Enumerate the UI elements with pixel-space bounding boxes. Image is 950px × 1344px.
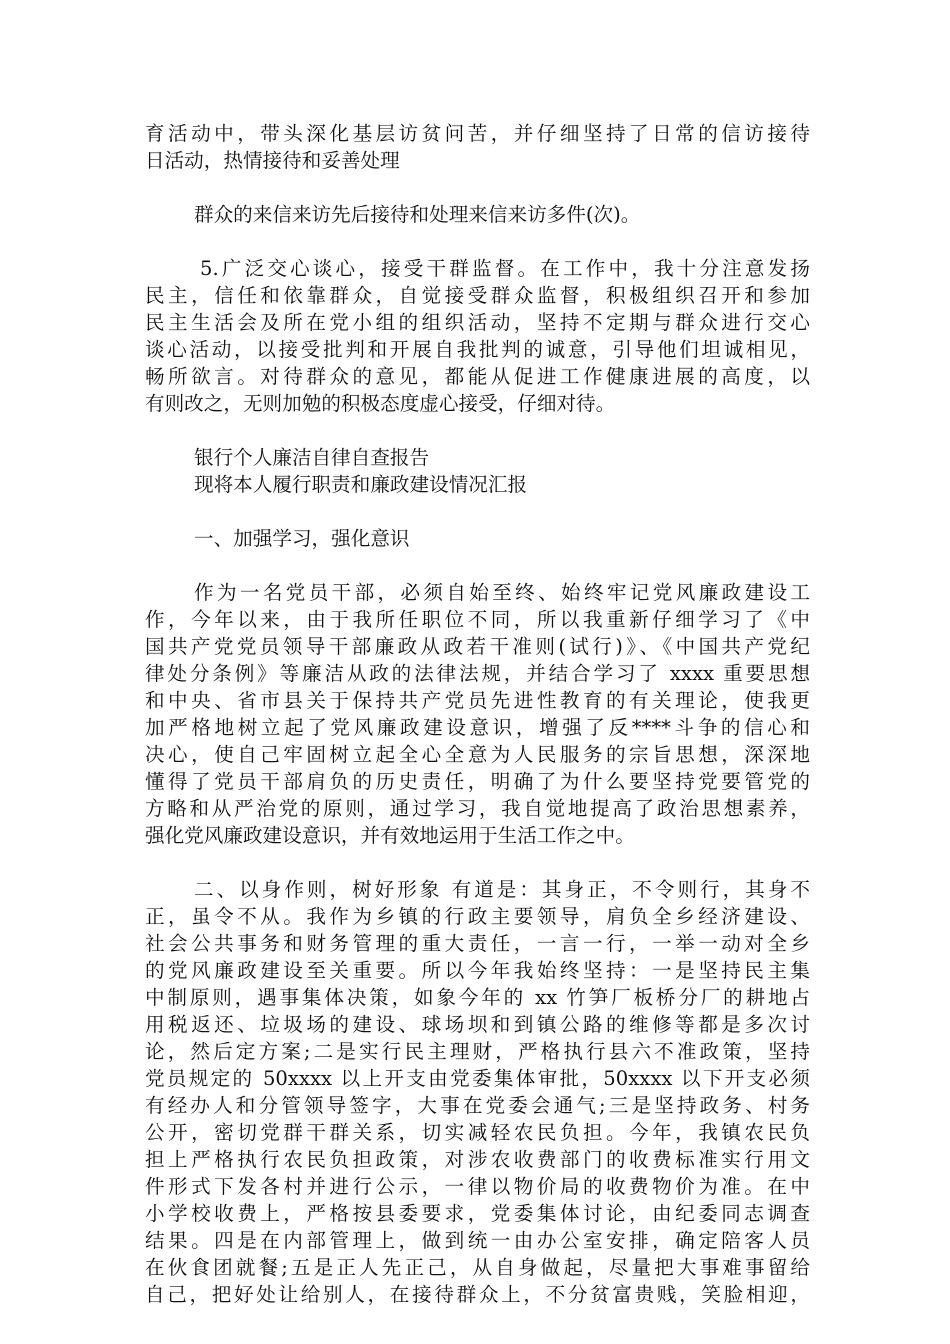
text-line: 正，虽令不从。我作为乡镇的行政主要领导，肩负全乡经济建设、 (145, 905, 810, 928)
paragraph-continued (145, 120, 810, 174)
text-line: 律处分条例》等廉洁从政的法律法规，并结合学习了 xxxx 重要思想 (145, 662, 810, 685)
text-line: 群众的来信来访先后接待和处理来信来访多件(次)。 (194, 203, 641, 226)
text-line: 论，然后定方案;二是实行民主理财，严格执行县六不准政策，坚持 (145, 1040, 810, 1063)
text-line: 社会公共事务和财务管理的重大责任，一言一行，一举一动对全乡 (145, 932, 810, 955)
report-subtitle-line: 现将本人履行职责和廉政建设情况汇报 (194, 473, 528, 496)
paragraph-visits (145, 201, 810, 228)
text-line: 的党风廉政建设至关重要。所以今年我始终坚持：一是坚持民主集 (145, 959, 810, 982)
section-heading: 一、加强学习，强化意识 (194, 527, 410, 550)
text-line: 和中央、省市县关于保持共产党员先进性教育的有关理论，使我更 (145, 689, 810, 712)
text-line: 民主生活会及所在党小组的组织活动，坚持不定期与群众进行交心 (145, 311, 810, 334)
text-line: 作，今年以来，由于我所任职位不同，所以我重新仔细学习了《中 (145, 608, 810, 631)
report-title-line: 银行个人廉洁自律自查报告 (194, 446, 430, 469)
document-page (145, 120, 810, 1308)
text-line: 结果。四是在内部管理上，做到统一由办公室安排，确定陪客人员 (145, 1229, 810, 1252)
text-line: 作为一名党员干部，必须自始至终、始终牢记党风廉政建设工 (194, 581, 810, 604)
text-line: 决心，使自己牢固树立起全心全意为人民服务的宗旨思想，深深地 (145, 743, 810, 766)
text-line: 件形式下发各村并进行公示，一律以物价局的收费物价为准。在中 (145, 1175, 810, 1198)
paragraph-item-5 (145, 255, 810, 417)
text-line: 担上严格执行农民负担政策，对涉农收费部门的收费标准实行用文 (145, 1148, 810, 1171)
text-line: 国共产党党员领导干部廉政从政若干准则(试行)》、《中国共产党纪 (145, 635, 810, 658)
text-line: 自己，把好处让给别人，在接待群众上，不分贫富贵贱，笑脸相迎， (145, 1283, 810, 1306)
text-line: 公开，密切党群干群关系，切实减轻农民负担。今年，我镇农民负 (145, 1121, 810, 1144)
section-1-heading (145, 525, 810, 552)
section-2-body (145, 876, 810, 1308)
text-line: 有经办人和分管领导签字，大事在党委会通气;三是坚持政务、村务 (145, 1094, 810, 1117)
text-line: 有则改之，无则加勉的积极态度虚心接受，仔细对待。 (145, 392, 616, 415)
text-line: 方略和从严治党的原则，通过学习，我自觉地提高了政治思想素养， (145, 797, 810, 820)
text-line: 在伙食团就餐;五是正人先正己，从自身做起，尽量把大事难事留给 (145, 1256, 810, 1279)
text-line: 强化党风廉政建设意识，并有效地运用于生活工作之中。 (145, 824, 635, 847)
text-line: 小学校收费上，严格按县委要求，党委集体讨论，由纪委同志调查 (145, 1202, 810, 1225)
text-line: 加严格地树立起了党风廉政建设意识，增强了反****斗争的信心和 (145, 716, 810, 739)
report-title (145, 444, 810, 498)
text-line: 中制原则，遇事集体决策，如象今年的 xx 竹笋厂板桥分厂的耕地占 (145, 986, 810, 1009)
text-line: 民主，信任和依靠群众，自觉接受群众监督，积极组织召开和参加 (145, 284, 810, 307)
text-line: 畅所欲言。对待群众的意见，都能从促进工作健康进展的高度，以 (145, 365, 810, 388)
text-line: 党员规定的 50xxxx 以上开支由党委集体审批，50xxxx 以下开支必须 (145, 1067, 810, 1090)
text-line: 二、以身作则，树好形象 有道是：其身正，不令则行，其身不 (194, 878, 810, 901)
text-line: 5.广泛交心谈心，接受干群监督。在工作中，我十分注意发扬 (200, 257, 810, 280)
section-1-body (145, 579, 810, 849)
text-line: 用税返还、垃圾场的建设、球场坝和到镇公路的维修等都是多次讨 (145, 1013, 810, 1036)
text-line: 日活动，热情接待和妥善处理 (145, 149, 400, 172)
text-line: 育活动中，带头深化基层访贫问苦，并仔细坚持了日常的信访接待 (145, 122, 810, 145)
text-line: 懂得了党员干部肩负的历史责任，明确了为什么要坚持党要管党的 (145, 770, 810, 793)
text-line: 谈心活动，以接受批判和开展自我批判的诚意，引导他们坦诚相见， (145, 338, 810, 361)
